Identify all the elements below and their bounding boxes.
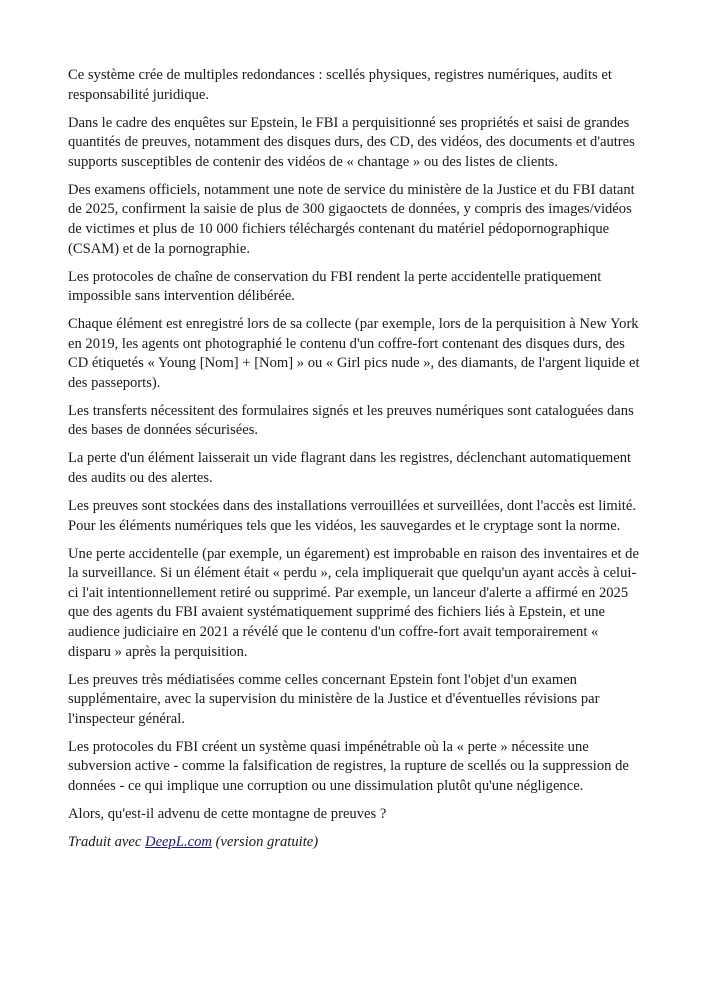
paragraph-accidental-loss: Une perte accidentelle (par exemple, un égarement) est improbable en raison des inventaires et de la surveillance. Si un élément était « perdu », cela impliquerait que quelqu'un ayant accès à celui-ci l'ait intentionnellement retiré ou supprimé. Par exemple, un lanceur d'alerte a affirmé en 2025 que des agents du FBI avaient systématiquement supprimé des fichiers liés à Epstein, et une audience judiciaire en 2021 a révélé que le contenu d'un coffre-fort avait temporairement « disparu » après la perquisition. <box>68 545 639 660</box>
paragraph-high-profile: Les preuves très médiatisées comme celles concernant Epstein font l'objet d'un examen supplémentaire, avec la supervision du ministère de la Justice et d'éventuelles révisions par l'inspecteur général. <box>68 671 600 727</box>
paragraph-transfers: Les transferts nécessitent des formulaires signés et les preuves numériques sont cataloguées dans des bases de données sécurisées. <box>68 402 634 439</box>
paragraph-redundancies: Ce système crée de multiples redondances : scellés physiques, registres numériques, audits et responsabilité juridique. <box>68 67 612 103</box>
paragraph-protocols-conclusion: Les protocoles du FBI créent un système quasi impénétrable où la « perte » nécessite une subversion active - comme la falsification de registres, la rupture de scellés ou la suppression de données - ce qui implique une corruption ou une dissimulation plutôt qu'une négligence. <box>68 738 629 794</box>
paragraph-storage: Les preuves sont stockées dans des installations verrouillées et surveillées, dont l'accès est limité. Pour les éléments numériques tels que les vidéos, les sauvegardes et le cryptage sont la norme. <box>68 498 636 534</box>
credit-prefix: Traduit avec <box>68 833 142 850</box>
document-body <box>68 66 643 861</box>
paragraph-item-recording: Chaque élément est enregistré lors de sa collecte (par exemple, lors de la perquisition à New York en 2019, les agents ont photographié le contenu d'un coffre-fort contenant des disques durs, des CD étiquetés « Young [Nom] + [Nom] » ou « Girl pics nude », des diamants, de l'argent liquide et des passeports). <box>68 316 640 391</box>
paragraph-evidence-seized: Dans le cadre des enquêtes sur Epstein, le FBI a perquisitionné ses propriétés et saisi de grandes quantités de preuves, notamment des disques durs, des CD, des vidéos, des documents et d'autres supports susceptibles de contenir des vidéos de « chantage » ou des listes de clients. <box>68 114 635 170</box>
credit-suffix: (version gratuite) <box>215 833 319 850</box>
paragraph-loss-audits: La perte d'un élément laisserait un vide flagrant dans les registres, déclenchant automatiquement des audits ou des alertes. <box>68 450 632 487</box>
deepl-link[interactable]: DeepL.com <box>145 833 212 850</box>
paragraph-question: Alors, qu'est-il advenu de cette montagne de preuves ? <box>68 805 387 822</box>
paragraph-official-reviews: Des examens officiels, notamment une note de service du ministère de la Justice et du FBI datant de 2025, confirment la saisie de plus de 300 gigaoctets de données, y compris des images/vidéos de victimes et plus de 10 000 fichiers téléchargés contenant du matériel pédopornographique (CSAM) et de la pornographie. <box>68 181 635 257</box>
translation-credit <box>68 833 643 853</box>
paragraph-chain-of-custody: Les protocoles de chaîne de conservation du FBI rendent la perte accidentelle pratiquement impossible sans intervention délibérée. <box>68 268 602 305</box>
